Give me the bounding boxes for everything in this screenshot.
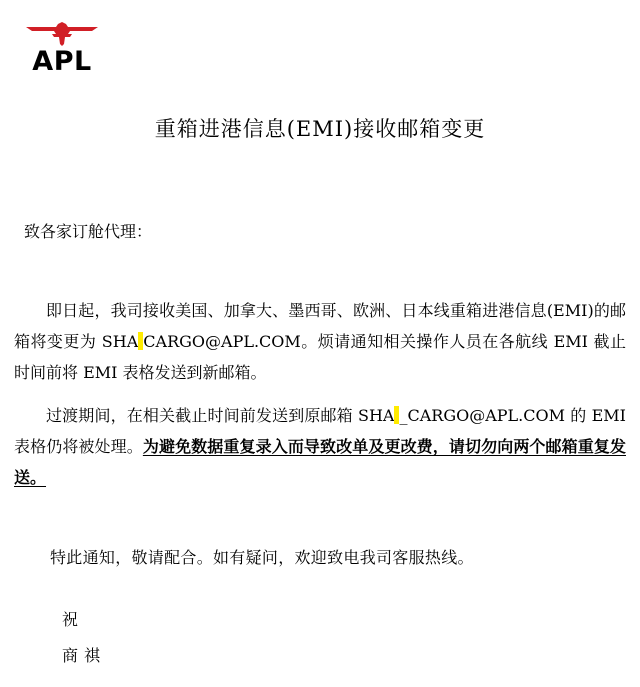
- page-title: 重箱进港信息(EMI)接收邮箱变更: [154, 117, 486, 141]
- signature-text: 商祺: [62, 646, 107, 665]
- greeting: 致各家订舱代理：: [24, 222, 153, 241]
- warning-text: 为避免数据重复录入而导致改单及更改费，请切勿向两个邮箱重复发送。: [14, 437, 626, 487]
- paragraph-1: [14, 295, 626, 388]
- paragraph-1-part-2: CARGO@APL.COM。烦请通知相关操作人员在各航线 EMI 截止时间前将 EMI 表格发送到新邮箱。: [14, 332, 626, 382]
- notice-text: 特此通知，敬请配合。如有疑问，欢迎致电我司客服热线。: [50, 548, 474, 567]
- paragraph-2: [14, 400, 626, 493]
- eagle-logo-icon: [22, 22, 102, 48]
- apl-logo: [22, 22, 102, 78]
- paragraph-1-part-1: 即日起，我司接收美国、加拿大、墨西哥、欧洲、日本线重箱进港信息(EMI)的邮箱将变更为 SHA: [14, 301, 626, 351]
- logo-text: APL: [32, 46, 92, 77]
- paragraph-2-part-2: _CARGO@APL.COM 的 EMI 表格仍将被处理。: [14, 406, 626, 456]
- closing-text: 祝: [62, 610, 79, 629]
- paragraph-2-part-1: 过渡期间，在相关截止时间前发送到原邮箱 SHA: [46, 406, 395, 425]
